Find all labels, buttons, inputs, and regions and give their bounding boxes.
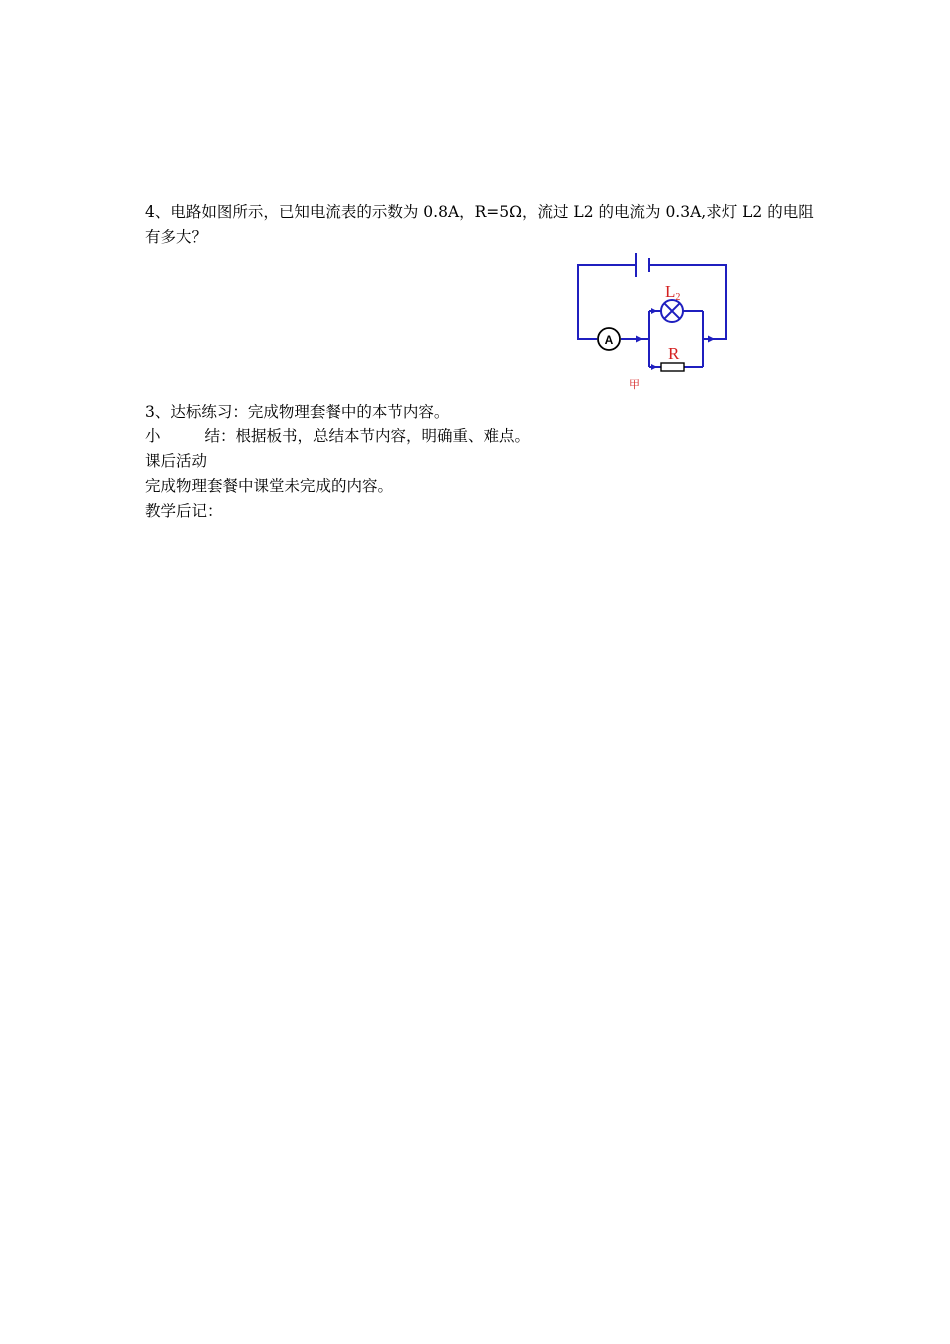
circuit-diagram: [570, 252, 735, 398]
postscript-heading: 教学后记：: [145, 502, 223, 520]
summary-line: [145, 426, 530, 446]
question-4-line-2: 有多大？: [145, 228, 208, 246]
resistor-label: R: [668, 344, 680, 363]
after-class-heading: 课后活动: [145, 452, 208, 470]
lamp-label: L2: [665, 282, 681, 303]
arrow-icon: [636, 336, 643, 343]
arrow-icon: [651, 364, 657, 370]
wire-top-right: [649, 265, 726, 339]
arrow-icon: [651, 308, 657, 314]
summary-label: 小: [145, 427, 161, 445]
resistor-icon: [661, 363, 684, 371]
summary-text: 结：根据板书，总结本节内容，明确重、难点。: [204, 427, 531, 445]
arrow-icon: [708, 336, 715, 343]
after-class-task: 完成物理套餐中课堂未完成的内容。: [145, 477, 394, 495]
diagram-caption: 甲: [629, 378, 640, 391]
practice-line: 3、达标练习：完成物理套餐中的本节内容。: [145, 403, 450, 421]
ammeter-label: A: [604, 333, 614, 347]
question-4-line-1: 4、电路如图所示，已知电流表的示数为 0.8A，R=5Ω，流过 L2 的电流为 0.3A,求灯 L2 的电阻: [145, 203, 814, 221]
